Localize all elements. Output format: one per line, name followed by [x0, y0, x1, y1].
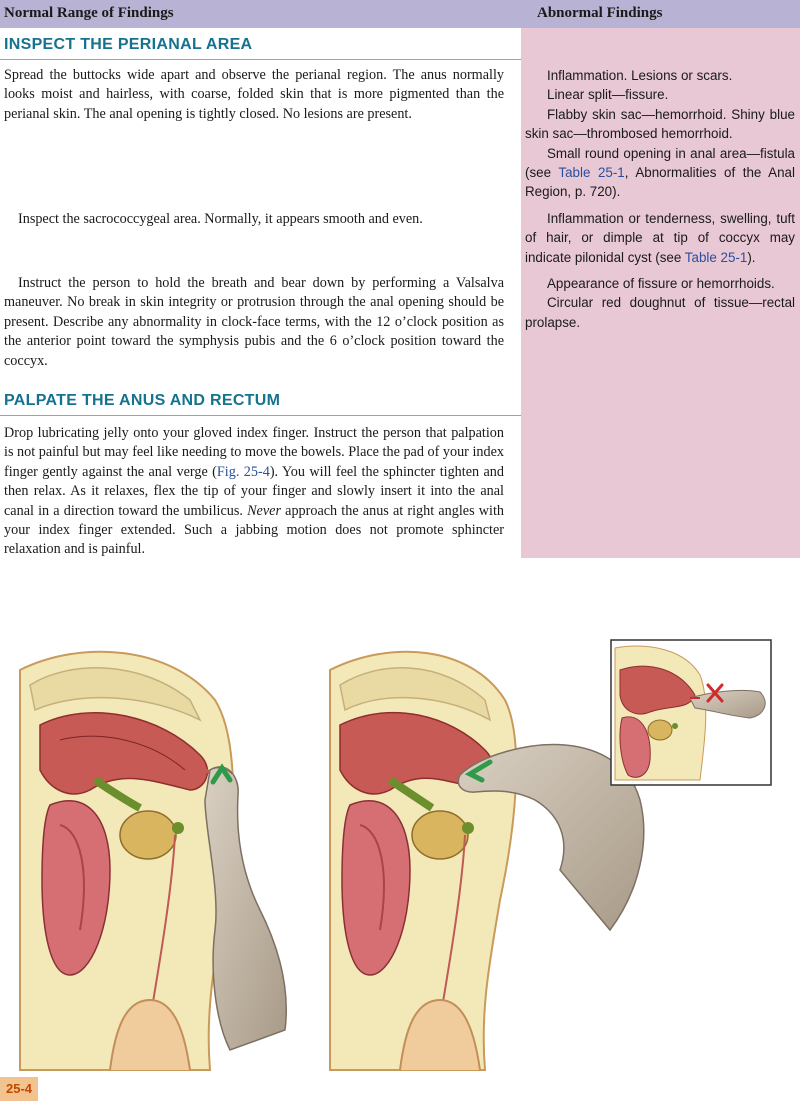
column-header-bar	[0, 0, 800, 28]
section-title-palpate: PALPATE THE ANUS AND RECTUM	[4, 392, 281, 409]
table-link[interactable]: Table 25-1	[558, 165, 625, 181]
para-inspect-perianal: Spread the buttocks wide apart and observe the perianal region. The anus normally looks moist and hairless, with coarse, folded skin that is more pigmented than the perianal skin. The anal opening is tightly closed. No lesions are present.	[4, 67, 504, 122]
abn-inflammation: Inflammation. Lesions or scars.	[547, 68, 733, 83]
table-link[interactable]: Table 25-1	[684, 249, 748, 265]
inset-incorrect-approach	[611, 640, 771, 785]
para-valsalva: Instruct the person to hold the breath and bear down by performing a Valsalva maneuver. No break in skin integrity or protrusion through the anal opening should be present. Describe any abnormality in clock-face terms, with the 12 o’clock position as the anterior point toward the symphysis pubis and the 6 o’clock position toward the coccyx.	[4, 275, 504, 369]
section-title-inspect: INSPECT THE PERIANAL AREA	[4, 36, 253, 53]
section-rule	[0, 415, 521, 416]
figure-25-4-illustration	[0, 630, 800, 1075]
panel-left-anatomy	[20, 652, 233, 1070]
gloved-finger-left	[205, 767, 286, 1050]
abnormal-findings-header: Abnormal Findings	[537, 5, 663, 21]
panel-right-anatomy	[330, 652, 516, 1070]
abn-hemorrhoid: Flabby skin sac—hemorrhoid. Shiny blue skin sac—thrombosed hemorrhoid.	[525, 106, 795, 142]
abnormal-group-sacro: Inflammation or tenderness, swelling, tuft of hair, or dimple at tip of coccyx may indicate pilonidal cyst (see Table 25-1).	[525, 211, 795, 265]
section-rule	[0, 59, 521, 60]
abnormal-group-perianal	[525, 66, 795, 202]
fig-link[interactable]: Fig. 25-4	[216, 463, 270, 480]
para-sacrococcygeal: Inspect the sacrococcygeal area. Normally, it appears smooth and even.	[18, 211, 423, 227]
abn-fissure: Linear split—fissure.	[547, 87, 669, 103]
abn-rectal-prolapse: Circular red doughnut of tissue—rectal prolapse.	[525, 295, 795, 330]
para-palpate: Drop lubricating jelly onto your gloved index finger. Instruct the person that palpation is not painful but may feel like needing to move the bowels. Place the pad of your index finger gently against the anal verge (Fig. 25-4). You will feel the sphincter tighten and then relax. As it relaxes, flex the tip of your finger and slowly insert it into the anal canal in a direction toward the umbilicus. Never approach the anus at right angles with your index finger extended. Such a jabbing motion does not promote sphincter relaxation and is painful.	[4, 425, 504, 558]
abn-fistula: Small round opening in anal area—fistula (see Table 25-1, Abnormalities of the Anal Region, p. 720).	[525, 145, 795, 200]
normal-findings-header: Normal Range of Findings	[4, 5, 174, 21]
abnormal-group-valsalva	[525, 274, 795, 332]
abn-fissure-hemorrhoid: Appearance of fissure or hemorrhoids.	[547, 276, 775, 291]
page-number: 25-4	[0, 1077, 38, 1101]
